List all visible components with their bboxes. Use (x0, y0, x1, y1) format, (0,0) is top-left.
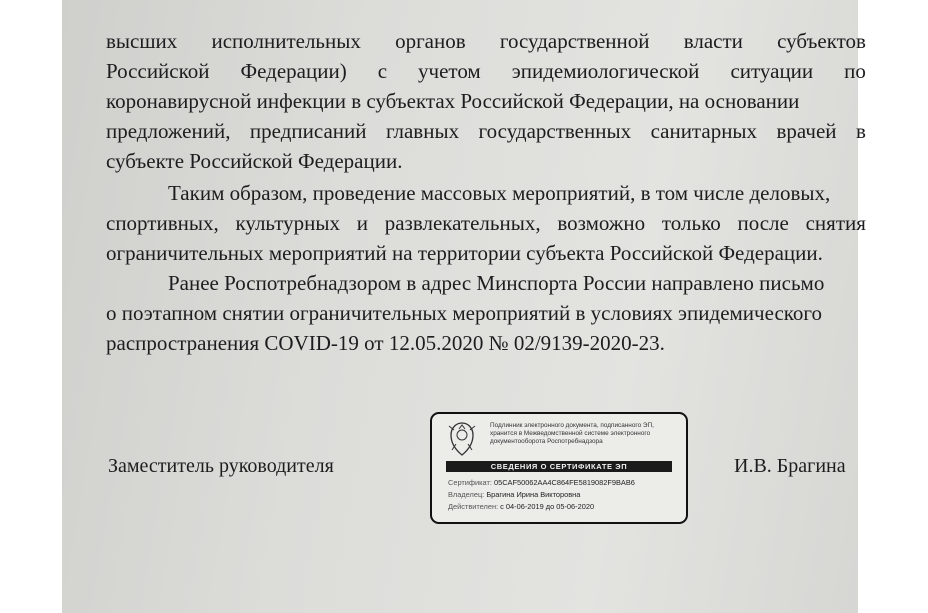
word: Российской (106, 59, 210, 83)
word: главных (385, 119, 460, 143)
word: исполнительных (211, 29, 361, 53)
word: в (856, 119, 866, 143)
stamp-certificate-row (448, 478, 635, 487)
word: только (661, 211, 721, 235)
emblem-icon (444, 420, 480, 458)
line-text: Ранее Роспотребнадзором в адрес Минспорта России направлено письмо (168, 271, 825, 295)
letter-line-8 (106, 240, 866, 266)
word: предписаний (249, 119, 367, 143)
word: предложений, (106, 119, 231, 143)
line-text: о поэтапном снятии ограничительных мероприятий в условиях эпидемического (106, 301, 822, 325)
stamp-owner-label: Владелец: (448, 490, 485, 499)
word: спортивных, (106, 211, 219, 235)
stamp-header-line: документооборота Роспотребнадзора (490, 438, 603, 445)
word: культурных (235, 211, 340, 235)
word: развлекательных, (384, 211, 541, 235)
line-text: распространения COVID-19 от 12.05.2020 № 02/9139-2020-23. (106, 331, 665, 355)
signatory-position: Заместитель руководителя (108, 455, 334, 477)
letter-line-1 (106, 28, 866, 54)
line-text: коронавирусной инфекции в субъектах Российской Федерации, на основании (106, 89, 800, 113)
word: органов (395, 29, 466, 53)
stamp-certificate-value: 05CAF50062AA4C864FE5819082F9BAB6 (493, 478, 635, 487)
stamp-owner-value: Брагина Ирина Викторовна (486, 490, 581, 499)
word: возможно (557, 211, 646, 235)
line-text: Таким образом, проведение массовых мероприятий, в том числе деловых, (168, 181, 831, 205)
letter-line-6 (168, 180, 928, 206)
letter-line-2 (106, 58, 866, 84)
letter-line-5 (106, 148, 866, 174)
word: снятия (805, 211, 866, 235)
word: санитарных (650, 119, 758, 143)
word: врачей (776, 119, 837, 143)
line-text: ограничительных мероприятий на территории субъекта Российской Федерации. (106, 241, 823, 265)
word: государственной (499, 29, 650, 53)
letter-line-7 (106, 210, 866, 236)
stamp-header (490, 422, 680, 446)
word: учетом (418, 59, 481, 83)
word: и (356, 211, 368, 235)
stamp-validity-value: с 04-06-2019 до 05-06-2020 (500, 502, 595, 511)
stamp-owner-row (448, 490, 580, 499)
word: Федерации) (240, 59, 347, 83)
letter-line-3 (106, 88, 866, 114)
letter-line-10 (106, 300, 866, 326)
stamp-validity-label: Действителен: (448, 502, 499, 511)
electronic-signature-stamp (430, 412, 688, 524)
stamp-header-line: Подлинник электронного документа, подписанного ЭП, (490, 422, 654, 429)
word: по (844, 59, 866, 83)
word: субъектов (777, 29, 866, 53)
signatory-name: И.В. Брагина (734, 455, 846, 477)
word: высших (106, 29, 178, 53)
word: после (737, 211, 789, 235)
stamp-validity-row (448, 502, 594, 511)
stamp-header-line: хранится в Межведомственной системе электронного (490, 430, 651, 437)
word: государственных (478, 119, 632, 143)
letter-line-9 (168, 270, 928, 296)
letter-line-4 (106, 118, 866, 144)
word: ситуации (730, 59, 814, 83)
word: власти (683, 29, 743, 53)
line-text: субъекте Российской Федерации. (106, 149, 403, 173)
letter-page (62, 0, 866, 613)
letter-line-11 (106, 330, 866, 356)
word: эпидемиологической (511, 59, 700, 83)
stamp-certificate-label: Сертификат: (448, 478, 492, 487)
stamp-title-bar: СВЕДЕНИЯ О СЕРТИФИКАТЕ ЭП (446, 461, 672, 472)
word: с (377, 59, 388, 83)
